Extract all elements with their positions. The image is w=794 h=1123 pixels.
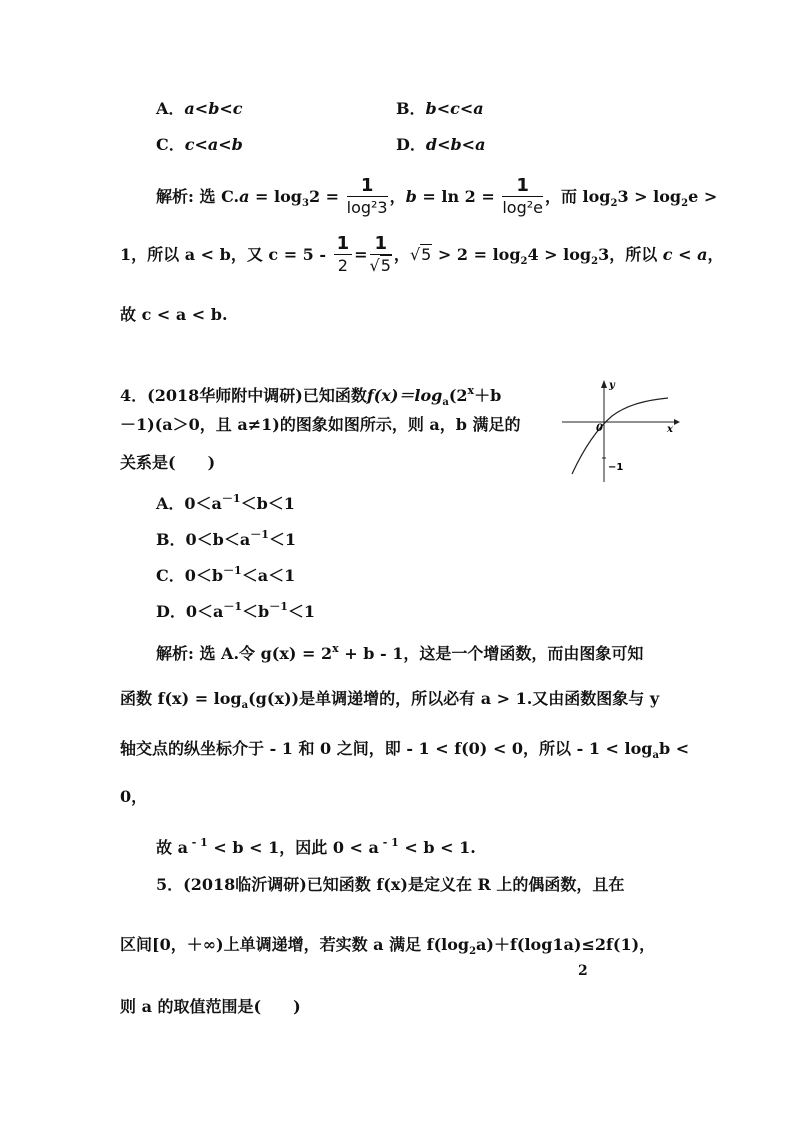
q3-option-c: C．c<a<b	[156, 135, 243, 154]
q4-solution-line2: 函数 $f(x) = \log_a(g(x))$是单调递增的，所以必有 a > 1.又由函数图象与 y	[120, 689, 660, 711]
q4-option-b: B．$0<b<a^{-1}<1$	[156, 528, 297, 549]
q4-solution-line5: 故 a $^{- 1}$ < b < 1，因此 0 < a $^{- 1}$ < b < 1.	[156, 836, 476, 857]
minus-one-label: −1	[608, 462, 624, 473]
origin-label: 0	[596, 423, 603, 434]
q4-option-c: C．$0<b^{-1}<a<1$	[156, 564, 296, 585]
y-axis-label: y	[609, 380, 615, 391]
x-axis-arrow	[674, 419, 680, 425]
q3-option-a: A．a<b<c	[156, 99, 243, 118]
q4-stem-line2: －1)(a＞0，且 a≠1)的图象如图所示，则 a，b 满足的	[120, 415, 521, 434]
function-graph	[562, 378, 682, 482]
q4-solution-line3: 轴交点的纵坐标介于 - 1 和 0 之间，即 - 1 < f(0) < 0，所以 - $1 < \log_ab$ <	[120, 739, 690, 761]
fraction-1-over-sqrt5: $\frac{1}{√5}$	[369, 233, 391, 275]
q3-solution-line2: 1，所以 a < b，又 c = 5 - $\frac{1}{2}$ = $\frac{1}{√5}$ ，$√5 > 2 = \log_24 > \log_23$，所以 c < a，	[120, 233, 724, 275]
q3-solution-line1: 解析: 选 $C.a = \log_32$ = $\frac{1}{\text{log²3}}$ ，b = ln 2 = $\frac{1}{\text{log²e}}$ ，而 $\log_23 > \log_2e$ >	[156, 175, 718, 217]
q4-solution-line1: 解析: 选 A.令 $g(x) = 2^x + b - 1$，这是一个增函数，而由图象可知	[156, 642, 644, 663]
fraction-1-over-log2-3: $\frac{1}{\text{log²3}}$	[346, 175, 388, 217]
y-axis-arrow	[601, 380, 607, 388]
q3-option-d: D．d<b<a	[396, 135, 486, 154]
q5-stem-line2: 区间[0，＋∞)上单调递增，若实数 a 满足 $f(\log_2a)+f(\log 1a)\le 2f(1)$，	[120, 935, 656, 957]
q4-option-a: A．$0<a^{-1}<b<1$	[156, 492, 295, 513]
q5-stem-line3: 则 a 的取值范围是( )	[120, 997, 301, 1016]
q3-solution-conclusion: 故 c < a < b.	[120, 305, 228, 324]
q4-stem-line3: 关系是( )	[120, 453, 216, 472]
x-axis-label: x	[667, 424, 673, 435]
q5-log-base-half: 2	[578, 963, 588, 979]
q4-option-d: D．$0<a^{-1}<b^{-1}<1$	[156, 600, 316, 621]
q3-option-b: B．b<c<a	[396, 99, 484, 118]
q5-stem-line1: 5．(2018临沂调研)已知函数 f(x)是定义在 R 上的偶函数，且在	[156, 875, 625, 894]
q4-solution-line4: 0，	[120, 787, 148, 806]
fraction-1-over-log2-e: $\frac{1}{\text{log²e}}$	[502, 175, 543, 217]
q4-stem-line1: 4．(2018华师附中调研)已知函数$f(x)=\log_a(2^x+b$	[120, 384, 502, 408]
fraction-1-over-2: $\frac{1}{2}$	[334, 234, 353, 277]
